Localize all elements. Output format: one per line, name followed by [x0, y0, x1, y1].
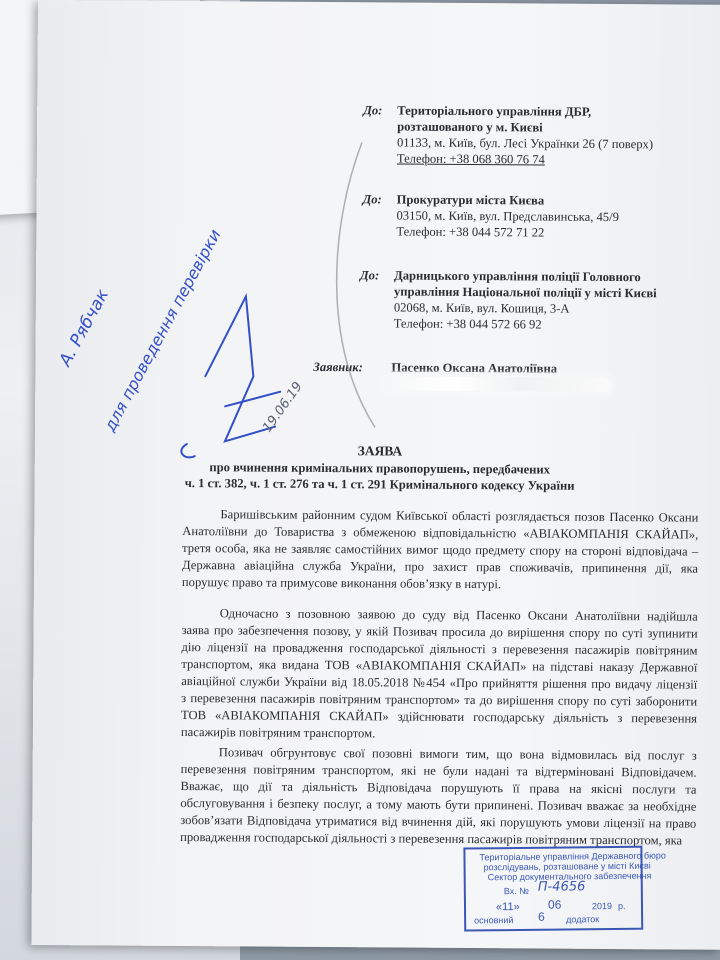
paragraph-1-line: Державна авіаційна служба України, про захист прав споживачів, припинення дії, яка [182, 558, 699, 576]
recipient-1-line-4: Телефон: +38 068 360 76 74 [396, 151, 545, 167]
paragraph-2-line: дію ліцензії на провадження господарської діяльності з перевезення пасажирів повітряним [181, 640, 698, 658]
recipient-3-line-2: управління Національної поліції у місті Києві [393, 284, 657, 301]
recipient-1-line-1: Територіального управління ДБР, [397, 103, 592, 119]
paragraph-1-line: Баришівським районним судом Київської області розглядається позов Пасенко Оксани [220, 507, 699, 525]
stamp-year-suffix: р. [617, 900, 626, 911]
stamp-incoming-number: П-4656 [537, 879, 586, 895]
paragraph-2-line: пасажирів повітряним транспортом. [180, 725, 376, 741]
recipient-2-line-3: Телефон: +38 044 572 71 22 [396, 224, 545, 240]
stamp-line-2: розслідувань, розташоване у місті Києві [483, 860, 651, 873]
applicant-name: Пасенко Оксана Анатоліївна [391, 360, 558, 376]
paragraph-3-line: провадження господарської діяльності з перевезення пасажирів повітряним транспортом, яка [180, 830, 683, 848]
paragraph-2-line: заява про забезпечення позову, у якій Позивач просила до вирішення спору по суті зупинити [181, 623, 698, 641]
redacted-address [385, 376, 610, 392]
paragraph-2-line: авіаційної служби України від 18.05.2018 №454 «Про прийняття рішення про видачу ліцензії [181, 674, 698, 692]
paragraph-2-line: транспортом, яка видана ТОВ «АВІАКОМПАНІЯ СКАЙАП» на підставі наказу Державної [181, 657, 698, 675]
stamp-sheets: 6 [538, 909, 545, 924]
pencil-mark [320, 142, 382, 442]
recipient-1-line-3: 01133, м. Київ, бул. Лесі Українки 26 (7 поверх) [396, 135, 654, 152]
recipient-3-line-1: Дарницького управління поліції Головного [394, 268, 641, 285]
paragraph-2-line: з перевезення пасажирів повітряним транспортом» та до вирішення спору по суті заборонити [181, 691, 698, 709]
stamp-day: «11» [495, 900, 520, 914]
paragraph-3-line: Позивач обгрунтовує свої позовні вимоги тим, що вона відмовилась від послуг з [218, 745, 697, 763]
recipient-1-line-2: розташованого у м. Києві [397, 119, 543, 135]
stamp-year: 2019 [591, 901, 613, 912]
document-title: ЗАЯВА [357, 443, 403, 459]
paragraph-3-line: Вважає, що дії та діяльність Відповідача порушують її права на якісні послуги та [180, 779, 697, 797]
recipient-2-label: До: [362, 192, 382, 207]
recipient-3-line-3: 02068, м. Київ, вул. Кошиця, 3-А [393, 300, 570, 316]
stamp-line-3: Сектор документального забезпечення [487, 870, 652, 883]
applicant-label: Заявник: [313, 359, 363, 375]
handwritten-date: 19.06.19 [260, 379, 306, 436]
recipient-2-line-1: Прокуратури міста Києва [396, 192, 545, 208]
title-subline-1: про вчинення кримінальних правопорушень, передбачених [209, 460, 551, 477]
handwritten-signature-name: А. Рябчак [55, 286, 114, 370]
stamp-main-label: основний [474, 915, 514, 926]
paragraph-1-line: порушує право та примусове виконання обов’язку в натурі. [181, 575, 502, 592]
recipient-3-label: До: [360, 268, 380, 283]
stamp-incoming-label: Вх. № [503, 885, 529, 897]
recipient-1-label: До: [363, 103, 383, 118]
paragraph-2-line: ТОВ «АВІАКОМПАНІЯ СКАЙАП» здійснювати господарську діяльність з перевезення [180, 708, 698, 726]
title-subline-2: ч. 1 ст. 382, ч. 1 ст. 276 та ч. 1 ст. 291 Кримінального кодексу України [184, 476, 575, 493]
handwritten-instruction: для проведення перевірки [100, 226, 225, 435]
paragraph-3-line: зобов’язати Відповідача утриматися від вчинення дій, які порушують умови ліцензії на право [180, 813, 697, 831]
registration-stamp [463, 846, 666, 932]
stamp-extra-label: додаток [566, 914, 600, 925]
document-page [31, 0, 720, 950]
paragraph-2-line: Одночасно з позовною заявою до суду від Пасенко Оксани Анатоліївни надійшла [219, 606, 698, 624]
paragraph-3-line: перевезення повітряним транспортом, які не були надані та відтерміновані Відповідачем. [180, 762, 697, 780]
paragraph-3-line: обслуговування і безпеку послуг, а тому мають бути припинені. Позивач вважає за необхідне [180, 796, 697, 814]
stamp-line-1: Територіальне управління Державного бюро [479, 850, 666, 863]
stamp-month: 06 [547, 897, 562, 912]
paragraph-1-line: Анатоліївни до Товариства з обмеженою відповідальністю «АВІАКОМПАНІЯ СКАЙАП», [182, 524, 699, 542]
recipient-2-line-2: 03150, м. Київ, вул. Предславинська, 45/9 [396, 208, 619, 225]
paragraph-1-line: третя особа, яка не заявляє самостійних вимог щодо предмету спору на стороні відповідача – [182, 541, 699, 559]
recipient-3-line-4: Телефон: +38 044 572 66 92 [393, 316, 542, 332]
